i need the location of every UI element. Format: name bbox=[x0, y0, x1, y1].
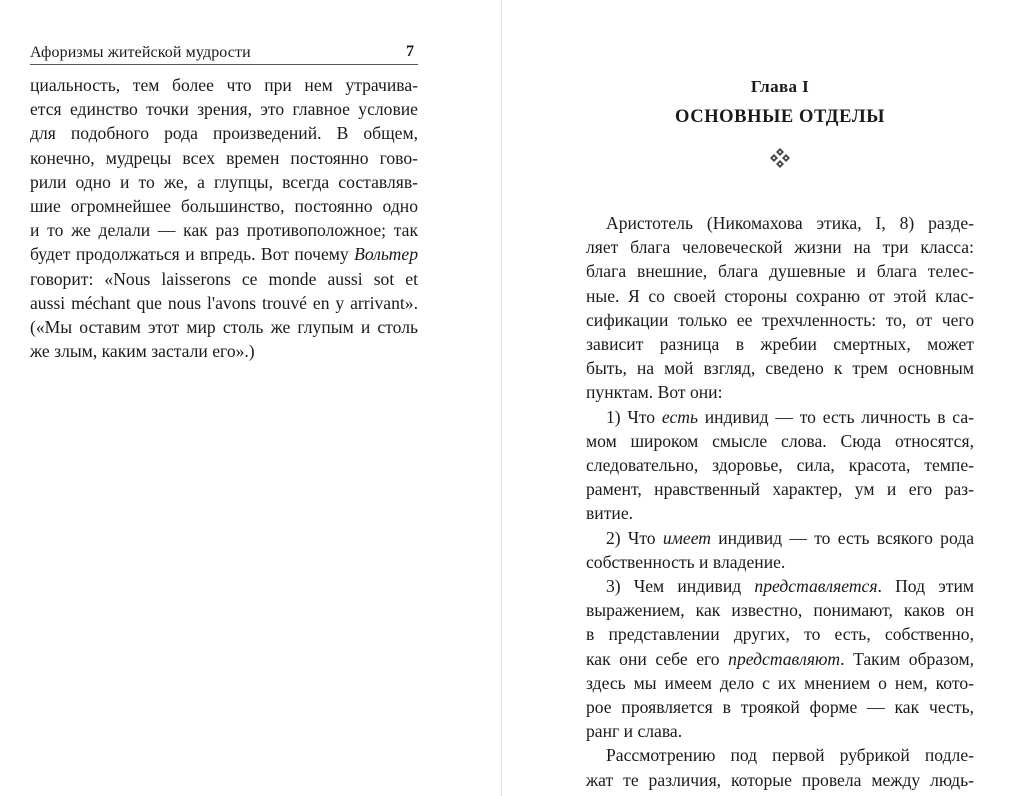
running-title: Афоризмы житейской мудрости bbox=[30, 44, 251, 61]
four-diamond-fleuron-icon bbox=[768, 146, 792, 170]
page-number: 7 bbox=[406, 43, 414, 60]
text-line: в представлении других, то есть, собственно, bbox=[586, 624, 974, 645]
left-page bbox=[0, 0, 500, 796]
text-line: aussi méchant que nous l'avons trouvé en y arrivant». bbox=[30, 292, 418, 313]
text-line: рамент, нравственный характер, ум и его раз- bbox=[586, 479, 974, 500]
text-line: ные. Я со своей стороны сохраню от этой клас- bbox=[586, 285, 974, 306]
text-line bbox=[586, 574, 974, 598]
text-line: сификации только ее трехчленность: то, от чего bbox=[586, 309, 974, 330]
text-line bbox=[30, 242, 418, 266]
text-line: блага внешние, блага душевные и блага телес- bbox=[586, 261, 974, 282]
text-line: ляет блага человеческой жизни на три класса: bbox=[586, 237, 974, 258]
italic-run: представляется bbox=[754, 576, 878, 597]
text-line: конечно, мудрецы всех времен постоянно гово- bbox=[30, 147, 418, 168]
text-run: . Под этим bbox=[877, 576, 974, 597]
text-line: циальность, тем более что при нем утрачива- bbox=[30, 75, 418, 95]
text-line: следовательно, здоровье, сила, красота, темпе- bbox=[586, 455, 974, 476]
text-run: . Таким образом, bbox=[840, 648, 975, 669]
right-page bbox=[502, 0, 1013, 796]
text-line: («Мы оставим этот мир столь же глупым и столь bbox=[30, 317, 418, 338]
text-line: жат те различия, которые провела между людь- bbox=[586, 769, 974, 790]
text-line: быть, на мой взгляд, сведено к трем основным bbox=[586, 358, 974, 379]
text-line bbox=[586, 526, 974, 550]
left-body-text bbox=[30, 73, 418, 363]
chapter-title: ОСНОВНЫЕ ОТДЕЛЫ bbox=[675, 107, 885, 127]
text-line: рое проявляется в троякой форме — как честь, bbox=[586, 697, 974, 718]
text-line: пунктам. Вот они: bbox=[586, 382, 723, 403]
text-run: будет продолжаться и впредь. Вот почему bbox=[30, 244, 355, 265]
running-head bbox=[30, 42, 418, 65]
text-line: ется единство точки зрения, это главное условие bbox=[30, 99, 418, 120]
italic-run: Вольтер bbox=[354, 244, 418, 265]
text-line: мом широком смысле слова. Сюда относятся, bbox=[586, 430, 974, 451]
text-run: 2) Что bbox=[606, 527, 663, 548]
text-line bbox=[586, 405, 974, 429]
text-line: же злым, каким застали его».) bbox=[30, 341, 255, 362]
text-run: индивид — то есть всякого рода bbox=[710, 527, 974, 548]
text-line: выражением, как известно, понимают, каков он bbox=[586, 600, 974, 621]
right-body-text bbox=[586, 211, 974, 792]
text-line: зависит разница в жребии смертных, может bbox=[586, 334, 974, 355]
text-line: шие огромнейшее большинство, постоянно одно bbox=[30, 196, 418, 217]
italic-run: есть bbox=[661, 406, 698, 427]
text-line: здесь мы имеем дело с их мнением о нем, кото- bbox=[586, 672, 974, 693]
text-line bbox=[586, 647, 974, 671]
chapter-label: Глава I bbox=[750, 77, 810, 96]
text-line: и то же делали — как раз противоположное; так bbox=[30, 220, 418, 241]
text-line: для подобного рода произведений. В общем, bbox=[30, 123, 418, 144]
italic-run: представляют bbox=[728, 648, 841, 669]
text-run: индивид — то есть личность в са- bbox=[697, 406, 975, 427]
text-line: говорит: «Nous laisserons ce monde aussi sot et bbox=[30, 268, 418, 289]
text-line: витие. bbox=[586, 503, 634, 524]
text-line: Рассмотрению под первой рубрикой подле- bbox=[606, 745, 974, 766]
text-run: 1) Что bbox=[606, 406, 662, 427]
text-run: как они себе его bbox=[586, 648, 729, 669]
text-line: Аристотель (Никомахова этика, I, 8) разде- bbox=[606, 213, 974, 233]
text-line: рили одно и то же, а глупцы, всегда составляв- bbox=[30, 171, 418, 192]
italic-run: имеет bbox=[662, 527, 711, 548]
text-run: 3) Чем индивид bbox=[606, 576, 755, 597]
text-line: собственность и владение. bbox=[586, 551, 786, 572]
text-line: ранг и слава. bbox=[586, 721, 683, 742]
